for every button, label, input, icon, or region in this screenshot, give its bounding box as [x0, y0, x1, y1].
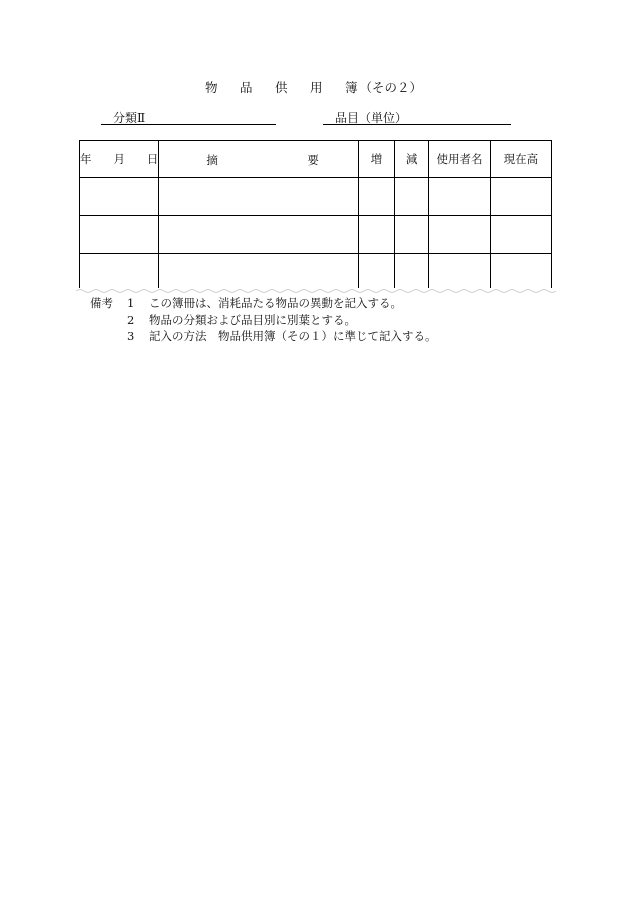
- cell-balance[interactable]: [490, 178, 551, 216]
- item-field[interactable]: [323, 109, 511, 125]
- header-description: [159, 141, 358, 178]
- title-suffix: （その２）: [359, 80, 423, 95]
- cell-description[interactable]: [159, 254, 358, 292]
- item-label: 品目（単位）: [335, 111, 408, 125]
- header-date: [80, 141, 159, 178]
- category-field[interactable]: [101, 109, 276, 125]
- torn-edge: [76, 288, 556, 295]
- header-row: [80, 141, 552, 178]
- ledger-table: [79, 140, 552, 292]
- note-text: この簿冊は、消耗品たる物品の異動を記入する。: [149, 296, 402, 310]
- cell-date[interactable]: [80, 178, 159, 216]
- category-label: 分類Ⅱ: [113, 111, 146, 125]
- notes-label: 備考: [90, 296, 113, 310]
- cell-user[interactable]: [429, 216, 491, 254]
- cell-description[interactable]: [159, 178, 358, 216]
- cell-increase[interactable]: [358, 178, 394, 216]
- cell-balance[interactable]: [490, 216, 551, 254]
- header-month: 月: [113, 152, 125, 166]
- cell-user[interactable]: [429, 178, 491, 216]
- document-title: [205, 78, 422, 96]
- note-text: 記入の方法 物品供用簿（その１）に準じて記入する。: [149, 329, 437, 343]
- note-number: 2: [127, 312, 135, 327]
- cell-balance[interactable]: [490, 254, 551, 292]
- cell-date[interactable]: [80, 216, 159, 254]
- cell-decrease[interactable]: [395, 216, 429, 254]
- header-year: 年: [80, 152, 92, 166]
- title-char: 供: [275, 80, 288, 95]
- cell-increase[interactable]: [358, 216, 394, 254]
- note-number: 3: [127, 329, 135, 343]
- cell-user[interactable]: [429, 254, 491, 292]
- header-user: 使用者名: [429, 141, 491, 178]
- cell-description[interactable]: [159, 216, 358, 254]
- cell-increase[interactable]: [358, 254, 394, 292]
- table-row: [80, 216, 552, 254]
- cell-date[interactable]: [80, 254, 159, 292]
- header-desc-char: 要: [307, 153, 319, 167]
- header-decrease: 減: [395, 141, 429, 178]
- header-desc-char: 摘: [206, 153, 218, 167]
- cell-decrease[interactable]: [395, 178, 429, 216]
- title-char: 品: [240, 80, 253, 95]
- header-day: 日: [146, 152, 159, 166]
- title-char: 簿: [345, 80, 358, 95]
- table-row: [80, 178, 552, 216]
- header-balance: 現在高: [490, 141, 551, 178]
- header-increase: 増: [358, 141, 394, 178]
- table-row: [80, 254, 552, 292]
- title-char: 物: [205, 80, 218, 95]
- note-text: 物品の分類および品目別に別葉とする。: [149, 312, 356, 327]
- note-number: 1: [127, 296, 135, 310]
- title-char: 用: [310, 80, 323, 95]
- cell-decrease[interactable]: [395, 254, 429, 292]
